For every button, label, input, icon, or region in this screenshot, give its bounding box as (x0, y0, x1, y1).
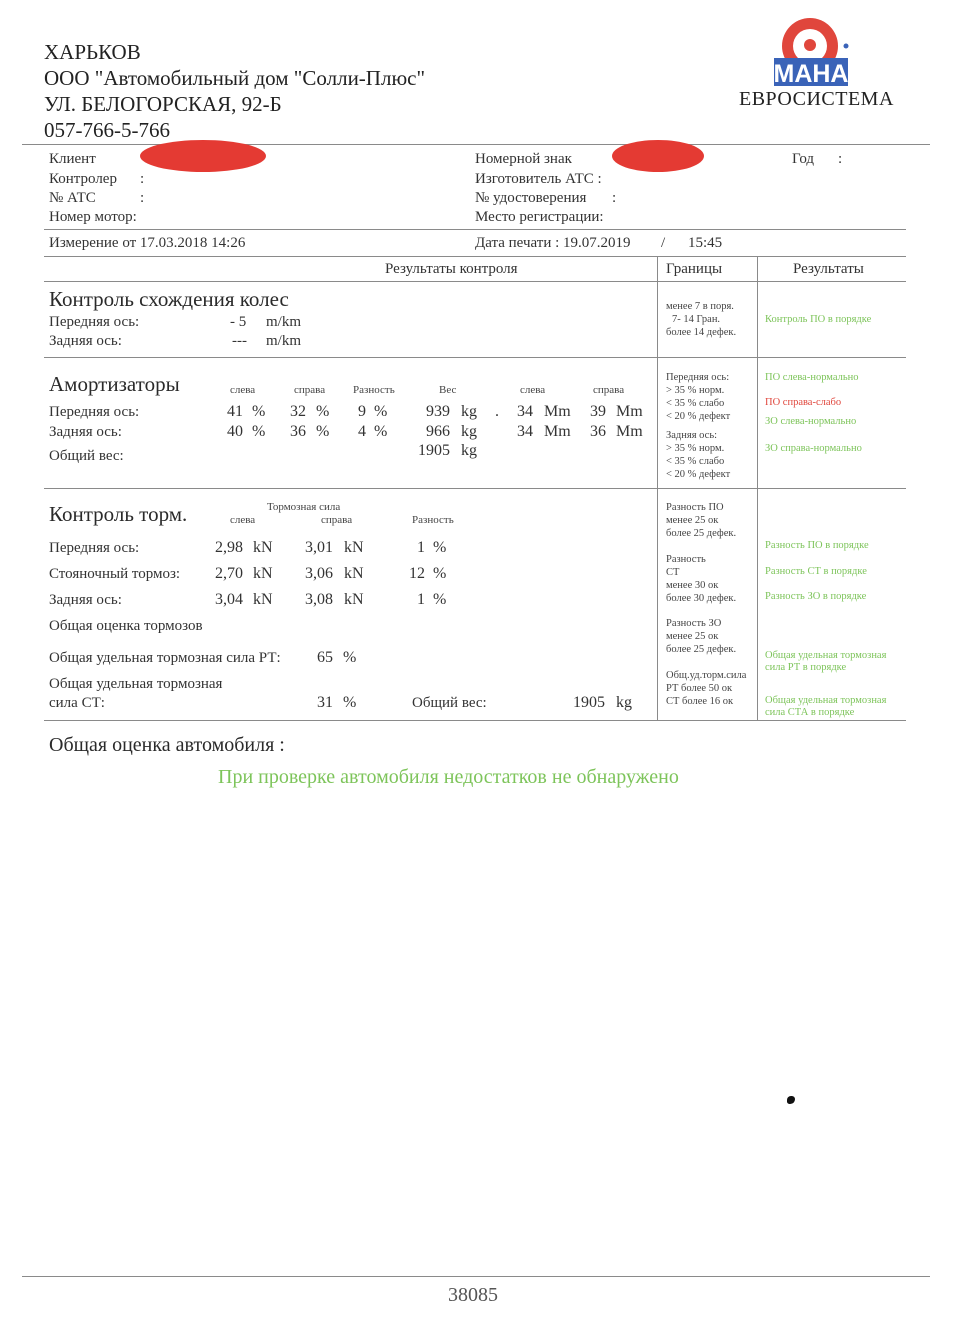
cert-value: : (612, 190, 617, 206)
brake-limit: менее 25 ок (666, 515, 719, 526)
pct-unit: % (252, 423, 266, 440)
brake-limit: Общ.уд.торм.сила (666, 670, 747, 681)
brake-row-diff: 1 (417, 539, 425, 556)
brakes-col-left: слева (230, 514, 256, 526)
shocks-col-right2: справа (593, 384, 625, 396)
kg-unit: kg (461, 442, 477, 459)
shocks-rear-left: 40 (227, 423, 243, 440)
mm-unit: Mm (616, 403, 643, 420)
kg-unit: kg (461, 403, 477, 420)
pct-unit: % (316, 423, 330, 440)
shocks-title: Амортизаторы (49, 372, 180, 396)
brake-limit: СТ более 16 ок (666, 696, 734, 707)
shocks-front-label: Передняя ось: (49, 404, 140, 420)
ink-speck (787, 1096, 795, 1104)
shocks-rear-label: Задняя ось: (49, 424, 122, 440)
brakes-ct-label-2: сила СТ: (49, 695, 105, 711)
brake-row-right: 3,08 (305, 591, 333, 608)
toe-limit-2: 7- 14 Гран. (672, 314, 721, 325)
kg-unit: kg (616, 694, 632, 711)
engine-label: Номер мотор: (49, 209, 137, 225)
stray-dot: . (495, 403, 499, 420)
atc-value: : (140, 190, 145, 206)
shocks-result-front-left: ПО слева-нормально (765, 372, 859, 383)
measure-date: Измерение от 17.03.2018 14:26 (49, 235, 246, 251)
address: УЛ. БЕЛОГОРСКАЯ, 92-Б (44, 92, 282, 116)
document-number: 38085 (448, 1284, 498, 1306)
toe-title: Контроль схождения колес (49, 287, 289, 311)
brake-limit: Разность ПО (666, 502, 724, 513)
print-date: Дата печати : 19.07.2019 (475, 235, 631, 251)
shocks-result-rear-right: ЗО справа-нормально (765, 443, 862, 454)
maker-label: Изготовитель АТС : (475, 171, 602, 187)
pct-unit: % (433, 539, 447, 556)
brakes-ct-value: 31 (317, 694, 333, 711)
toe-rear-value: --- (232, 333, 247, 349)
brakes-col-right: справа (321, 514, 353, 526)
shocks-limit-front-3: < 20 % дефект (666, 411, 731, 422)
toe-front-label: Передняя ось: (49, 314, 140, 330)
shocks-limit-front-2: < 35 % слабо (666, 398, 725, 409)
shocks-front-mm-left: 34 (517, 403, 533, 420)
brake-limit: Разность ЗО (666, 618, 722, 629)
brakes-col-diff: Разность (412, 514, 454, 526)
footer-divider (22, 1276, 930, 1277)
company-name: ООО "Автомобильный дом "Солли-Плюс" (44, 66, 426, 90)
brand-name: ЕВРОСИСТЕМА (739, 88, 894, 110)
shocks-total-weight: 1905 (418, 442, 450, 459)
shocks-total-label: Общий вес: (49, 448, 124, 464)
shocks-limit-front-1: > 35 % норм. (666, 385, 725, 396)
shocks-front-weight: 939 (426, 403, 450, 420)
brake-result-front: Разность ПО в порядке (765, 540, 869, 551)
toe-limit-3: более 14 дефек. (666, 327, 737, 338)
brake-limit: более 25 дефек. (666, 528, 737, 539)
brake-result-ct: Общая удельная тормозная сила СТА в порядке (765, 695, 887, 718)
brake-limit: Разность (666, 554, 706, 565)
shocks-result-rear-left: ЗО слева-нормально (765, 416, 857, 427)
plate-label: Номерной знак (475, 151, 572, 167)
brake-limit: РТ более 50 ок (666, 683, 733, 694)
shocks-limits-front-title: Передняя ось: (666, 372, 730, 383)
plate-redaction (612, 140, 704, 172)
shocks-result-front-right: ПО справа-слабо (765, 397, 842, 408)
brake-row-left: 2,98 (215, 539, 243, 556)
pct-unit: % (343, 649, 357, 666)
mm-unit: Mm (544, 403, 571, 420)
shocks-limit-rear-3: < 20 % дефект (666, 469, 731, 480)
brakes-total-weight-label: Общий вес: (412, 695, 487, 711)
maha-logo (768, 18, 858, 90)
pct-unit: % (433, 565, 447, 582)
shocks-front-right: 32 (290, 403, 306, 420)
pct-unit: % (316, 403, 330, 420)
city: ХАРЬКОВ (44, 40, 141, 64)
brake-row-right: 3,01 (305, 539, 333, 556)
toe-rear-unit: m/km (266, 333, 302, 349)
shocks-rear-diff: 4 (358, 423, 366, 440)
brake-limit: более 25 дефек. (666, 644, 737, 655)
brake-row-label: Передняя ось: (49, 540, 140, 556)
kn-unit: kN (253, 591, 273, 608)
maha-logo-icon (768, 18, 858, 90)
shocks-front-mm-right: 39 (590, 403, 606, 420)
shocks-col-weight: Вес (439, 384, 457, 396)
client-label: Клиент (49, 151, 96, 167)
brakes-pt-value: 65 (317, 649, 333, 666)
toe-front-value: - 5 (230, 314, 247, 330)
toe-result: Контроль ПО в порядке (765, 314, 872, 325)
brakes-pt-label: Общая удельная тормозная сила РТ: (49, 650, 281, 666)
shocks-rear-weight: 966 (426, 423, 450, 440)
kg-unit: kg (461, 423, 477, 440)
kn-unit: kN (344, 539, 364, 556)
shocks-col-diff: Разность (353, 384, 395, 396)
brake-row-right: 3,06 (305, 565, 333, 582)
controller-value: : (140, 171, 145, 187)
shocks-front-left: 41 (227, 403, 243, 420)
brake-limit: менее 25 ок (666, 631, 719, 642)
pct-unit: % (374, 423, 388, 440)
kn-unit: kN (344, 591, 364, 608)
brake-limit: СТ (666, 567, 680, 578)
toe-rear-label: Задняя ось: (49, 333, 122, 349)
info-divider (44, 229, 906, 230)
toe-front-unit: m/km (266, 314, 302, 330)
results-control-header: Результаты контроля (385, 261, 518, 277)
toe-limit-1: менее 7 в поря. (666, 301, 734, 312)
print-separator: / (661, 235, 666, 251)
shocks-divider (44, 488, 906, 489)
brake-row-label: Стояночный тормоз: (49, 566, 181, 582)
brakes-force-header: Тормозная сила (267, 501, 341, 513)
brake-result-pt: Общая удельная тормозная сила РТ в порядке (765, 650, 887, 673)
brake-result-parking: Разность СТ в порядке (765, 566, 867, 577)
results-header: Результаты (793, 261, 864, 277)
year-label: Год (792, 151, 815, 167)
header-row-line (44, 281, 906, 282)
print-time: 15:45 (688, 235, 723, 251)
brake-limit: более 30 дефек. (666, 593, 737, 604)
shocks-col-left2: слева (520, 384, 546, 396)
brake-result-rear: Разность ЗО в порядке (765, 591, 867, 602)
shocks-col-left: слева (230, 384, 256, 396)
brake-row-label: Задняя ось: (49, 592, 122, 608)
pct-unit: % (343, 694, 357, 711)
brakes-total-weight: 1905 (573, 694, 605, 711)
brake-row-left: 3,04 (215, 591, 243, 608)
shocks-limit-rear-1: > 35 % норм. (666, 443, 725, 454)
brake-row-diff: 12 (409, 565, 425, 582)
shocks-rear-mm-left: 34 (517, 423, 533, 440)
mm-unit: Mm (616, 423, 643, 440)
atc-label: № АТС (49, 190, 96, 206)
toe-divider (44, 357, 906, 358)
brakes-ct-label-1: Общая удельная тормозная (49, 676, 223, 692)
pct-unit: % (433, 591, 447, 608)
phone: 057-766-5-766 (44, 118, 170, 142)
pct-unit: % (374, 403, 388, 420)
brake-limit: менее 30 ок (666, 580, 719, 591)
client-redaction (140, 140, 266, 172)
controller-label: Контролер (49, 171, 117, 187)
table-top-line (44, 256, 906, 257)
brake-row-diff: 1 (417, 591, 425, 608)
shocks-limits-rear-title: Задняя ось: (666, 430, 718, 441)
kn-unit: kN (253, 539, 273, 556)
logo-text: MAHA (773, 60, 849, 88)
cert-label: № удостоверения (475, 190, 587, 206)
brake-row-left: 2,70 (215, 565, 243, 582)
mm-unit: Mm (544, 423, 571, 440)
brakes-overall-label: Общая оценка тормозов (49, 618, 203, 634)
shocks-rear-right: 36 (290, 423, 306, 440)
shocks-rear-mm-right: 36 (590, 423, 606, 440)
year-value: : (838, 151, 843, 167)
shocks-front-diff: 9 (358, 403, 366, 420)
kn-unit: kN (253, 565, 273, 582)
brakes-title: Контроль торм. (49, 502, 188, 526)
pct-unit: % (252, 403, 266, 420)
registration-label: Место регистрации: (475, 209, 604, 225)
summary-title: Общая оценка автомобиля : (49, 734, 285, 756)
brakes-divider (44, 720, 906, 721)
shocks-limit-rear-2: < 35 % слабо (666, 456, 725, 467)
limits-header: Границы (666, 261, 723, 277)
shocks-col-right: справа (294, 384, 326, 396)
summary-result: При проверке автомобиля недостатков не обнаружено (218, 766, 679, 788)
kn-unit: kN (344, 565, 364, 582)
